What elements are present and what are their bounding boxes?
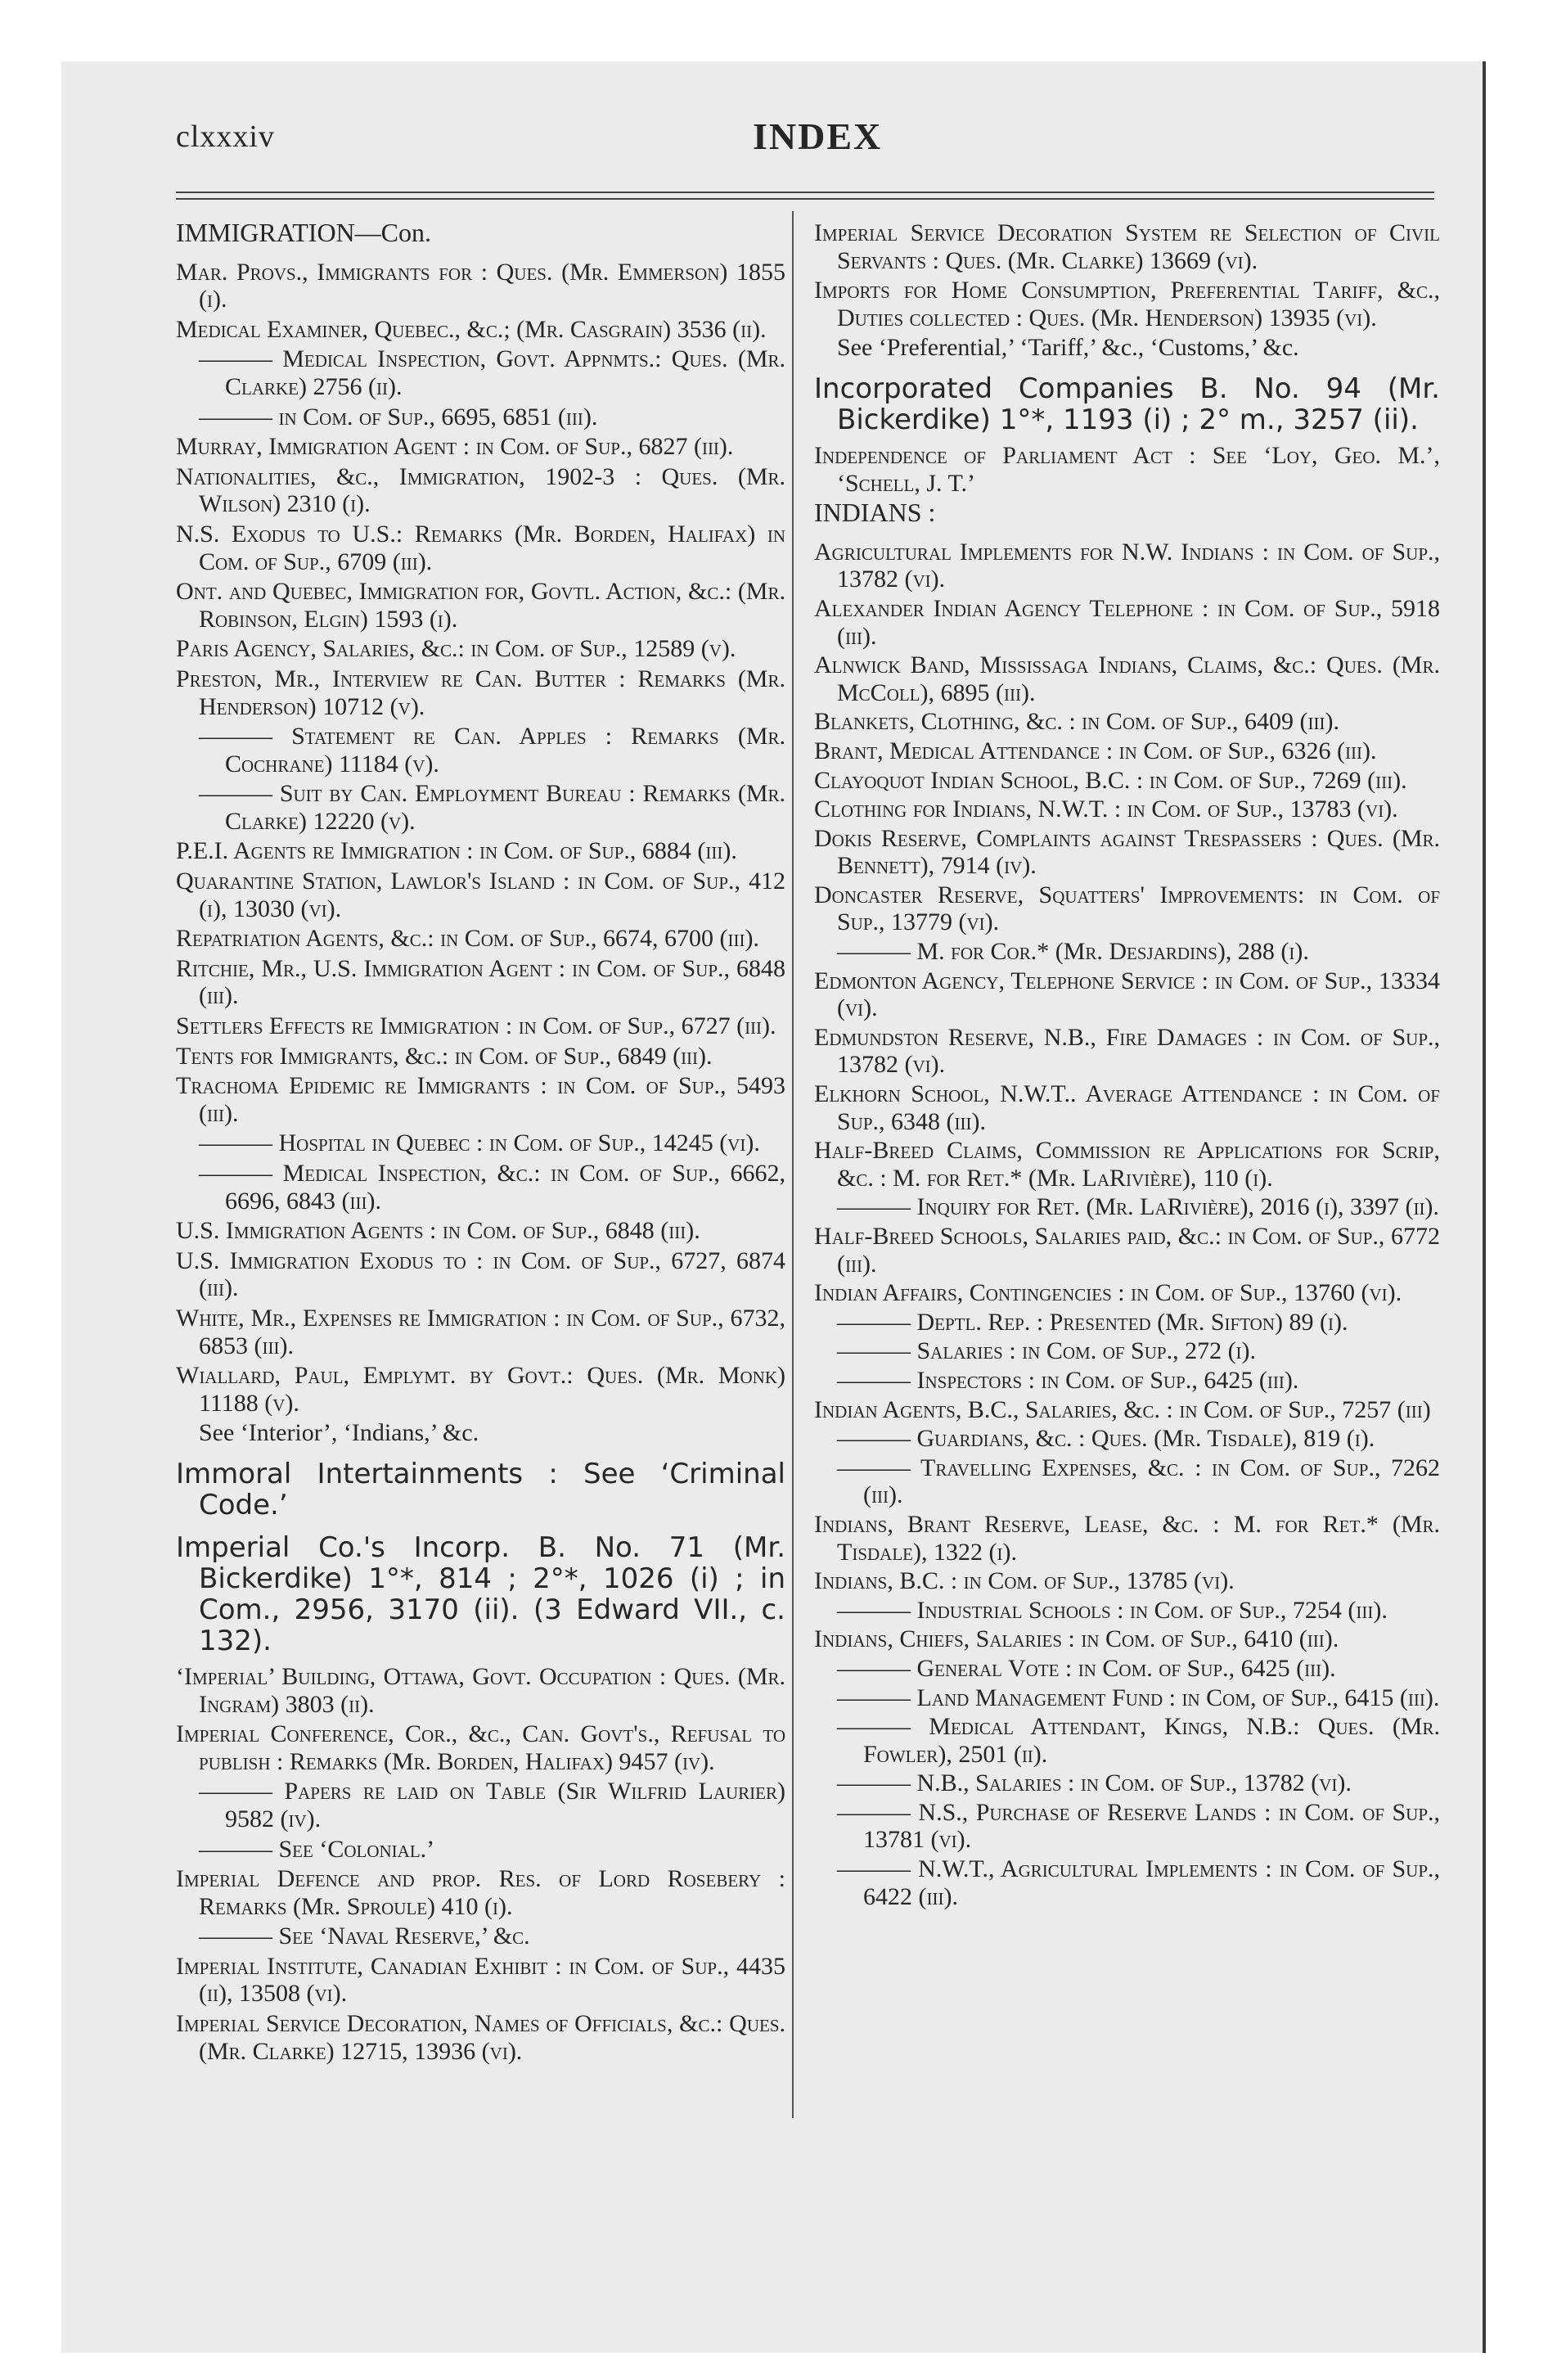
index-entry: Alexander Indian Agency Telephone : in Com. of Sup., 5918 (iii). bbox=[814, 594, 1440, 650]
column-divider bbox=[792, 211, 794, 2118]
index-entry: Paris Agency, Salaries, &c.: in Com. of Sup., 12589 (v). bbox=[176, 635, 736, 663]
index-subentry: ——— General Vote : in Com. of Sup., 6425 (iii). bbox=[837, 1654, 1336, 1682]
index-subentry: ——— N.S., Purchase of Reserve Lands : in Com. of Sup., 13781 (vi). bbox=[837, 1798, 1440, 1854]
index-entry: Nationalities, &c., Immigration, 1902-3 : Ques. (Mr. Wilson) 2310 (i). bbox=[176, 462, 785, 518]
index-entry: Elkhorn School, N.W.T.. Average Attendance : in Com. of Sup., 6348 (iii). bbox=[814, 1080, 1440, 1135]
index-entry: Mar. Provs., Immigrants for : Ques. (Mr. Emmerson) 1855 (i). bbox=[176, 258, 785, 313]
index-subentry: ——— Hospital in Quebec : in Com. of Sup., 14245 (vi). bbox=[199, 1129, 760, 1157]
index-entry: U.S. Immigration Exodus to : in Com. of Sup., 6727, 6874 (iii). bbox=[176, 1246, 785, 1302]
index-entry-bold: Immoral Intertainments : See ‘Criminal Code.’ bbox=[176, 1457, 785, 1521]
index-subentry: ——— Travelling Expenses, &c. : in Com. of Sup., 7262 (iii). bbox=[837, 1454, 1440, 1509]
index-entry: Agricultural Implements for N.W. Indians : in Com. of Sup., 13782 (vi). bbox=[814, 538, 1440, 593]
index-entry: Imperial Institute, Canadian Exhibit : in Com. of Sup., 4435 (ii), 13508 (vi). bbox=[176, 1952, 785, 2008]
index-entry: Tents for Immigrants, &c.: in Com. of Sup., 6849 (iii). bbox=[176, 1042, 713, 1070]
index-entry: Imperial Service Decoration System re Selection of Civil Servants : Ques. (Mr. Clarke) 13669 (vi). bbox=[814, 219, 1440, 274]
index-entry: Imports for Home Consumption, Preferential Tariff, &c., Duties collected : Ques. (Mr. Henderson) 13935 (vi). bbox=[814, 277, 1440, 331]
index-entry: P.E.I. Agents re Immigration : in Com. of Sup., 6884 (iii). bbox=[176, 837, 737, 865]
index-entry: Blankets, Clothing, &c. : in Com. of Sup., 6409 (iii). bbox=[814, 708, 1340, 736]
index-entry: Preston, Mr., Interview re Can. Butter : Remarks (Mr. Henderson) 10712 (v). bbox=[176, 665, 785, 720]
index-entry: Indians, B.C. : in Com. of Sup., 13785 (vi). bbox=[814, 1567, 1235, 1595]
index-entry: Imperial Conference, Cor., &c., Can. Govt's., Refusal to publish : Remarks (Mr. Borden, Halifax) 9457 (iv). bbox=[176, 1720, 785, 1775]
index-entry: Half-Breed Schools, Salaries paid, &c.: in Com. of Sup., 6772 (iii). bbox=[814, 1223, 1440, 1278]
index-entry: Medical Examiner, Quebec., &c.; (Mr. Casgrain) 3536 (ii). bbox=[176, 315, 767, 343]
index-entry: Wiallard, Paul, Emplymt. by Govt.: Ques. (Mr. Monk) 11188 (v). bbox=[176, 1362, 785, 1417]
index-entry: Clothing for Indians, N.W.T. : in Com. of Sup., 13783 (vi). bbox=[814, 796, 1398, 823]
index-entry: Ritchie, Mr., U.S. Immigration Agent : in Com. of Sup., 6848 (iii). bbox=[176, 954, 785, 1010]
index-subentry: ——— Statement re Can. Apples : Remarks (Mr. Cochrane) 11184 (v). bbox=[199, 723, 785, 778]
index-subentry: ——— Suit by Can. Employment Bureau : Remarks (Mr. Clarke) 12220 (v). bbox=[199, 780, 785, 835]
index-entry: Imperial Defence and prop. Res. of Lord Rosebery : Remarks (Mr. Sproule) 410 (i). bbox=[176, 1865, 785, 1920]
index-entry: White, Mr., Expenses re Immigration : in Com. of Sup., 6732, 6853 (iii). bbox=[176, 1304, 785, 1359]
index-subentry: ——— Medical Inspection, Govt. Appnmts.: Ques. (Mr. Clarke) 2756 (ii). bbox=[199, 345, 785, 400]
see-also-reference: See ‘Interior’, ‘Indians,’ &c. bbox=[199, 1419, 479, 1447]
index-subentry: ——— Medical Attendant, Kings, N.B.: Ques. (Mr. Fowler), 2501 (ii). bbox=[837, 1713, 1440, 1768]
index-entry: Alnwick Band, Mississaga Indians, Claims, &c.: Ques. (Mr. McColl), 6895 (iii). bbox=[814, 651, 1440, 706]
index-subentry: ——— See ‘Colonial.’ bbox=[199, 1835, 435, 1863]
index-subentry: ——— in Com. of Sup., 6695, 6851 (iii). bbox=[199, 403, 598, 430]
index-subentry: ——— Land Management Fund : in Com, of Sup., 6415 (iii). bbox=[837, 1684, 1440, 1711]
page-edge-shadow bbox=[1483, 61, 1486, 2353]
index-entry: Clayoquot Indian School, B.C. : in Com. of Sup., 7269 (iii). bbox=[814, 766, 1407, 794]
index-entry: Indian Affairs, Contingencies : in Com. of Sup., 13760 (vi). bbox=[814, 1279, 1402, 1307]
index-entry: Settlers Effects re Immigration : in Com. of Sup., 6727 (iii). bbox=[176, 1012, 776, 1040]
index-entry: U.S. Immigration Agents : in Com. of Sup., 6848 (iii). bbox=[176, 1217, 700, 1245]
index-entry: Ont. and Quebec, Immigration for, Govtl. Action, &c.: (Mr. Robinson, Elgin) 1593 (i). bbox=[176, 578, 785, 633]
index-subentry: ——— Deptl. Rep. : Presented (Mr. Sifton) 89 (i). bbox=[837, 1308, 1348, 1336]
index-entry: Edmundston Reserve, N.B., Fire Damages : in Com. of Sup., 13782 (vi). bbox=[814, 1023, 1440, 1079]
section-heading: IMMIGRATION—Con. bbox=[176, 218, 431, 247]
index-subentry: ——— M. for Cor.* (Mr. Desjardins), 288 (i). bbox=[837, 938, 1309, 966]
page-number: clxxxiv bbox=[176, 119, 275, 154]
index-entry: Repatriation Agents, &c.: in Com. of Sup., 6674, 6700 (iii). bbox=[176, 925, 759, 953]
index-subentry: ——— Industrial Schools : in Com. of Sup., 7254 (iii). bbox=[837, 1596, 1388, 1624]
index-entry: Murray, Immigration Agent : in Com. of Sup., 6827 (iii). bbox=[176, 433, 734, 461]
index-entry: Independence of Parliament Act : See ‘Loy, Geo. M.’, ‘Schell, J. T.’ bbox=[814, 441, 1440, 497]
index-subentry: ——— See ‘Naval Reserve,’ &c. bbox=[199, 1922, 530, 1950]
index-entry: ‘Imperial’ Building, Ottawa, Govt. Occupation : Ques. (Mr. Ingram) 3803 (ii). bbox=[176, 1662, 785, 1718]
index-entry: Trachoma Epidemic re Immigrants : in Com. of Sup., 5493 (iii). bbox=[176, 1072, 785, 1127]
index-subentry: ——— Medical Inspection, &c.: in Com. of Sup., 6662, 6696, 6843 (iii). bbox=[199, 1160, 785, 1215]
right-column bbox=[814, 219, 1440, 1912]
section-heading: INDIANS : bbox=[814, 498, 936, 528]
index-subentry: ——— N.W.T., Agricultural Implements : in Com. of Sup., 6422 (iii). bbox=[837, 1855, 1440, 1910]
index-entry: Quarantine Station, Lawlor's Island : in Com. of Sup., 412 (i), 13030 (vi). bbox=[176, 868, 785, 922]
index-entry: Indian Agents, B.C., Salaries, &c. : in Com. of Sup., 7257 (iii) bbox=[814, 1395, 1431, 1423]
index-entry: Indians, Brant Reserve, Lease, &c. : M. for Ret.* (Mr. Tisdale), 1322 (i). bbox=[814, 1510, 1440, 1566]
index-entry-bold: Imperial Co.'s Incorp. B. No. 71 (Mr. Bickerdike) 1°*, 814 ; 2°*, 1026 (i) ; in Com., 2956, 3170 (ii). (3 Edward VII., c. 132). bbox=[176, 1530, 785, 1657]
index-entry: Doncaster Reserve, Squatters' Improvements: in Com. of Sup., 13779 (vi). bbox=[814, 881, 1440, 936]
index-subentry: ——— Papers re laid on Table (Sir Wilfrid Laurier) 9582 (iv). bbox=[199, 1778, 785, 1832]
see-also-reference: See ‘Preferential,’ ‘Tariff,’ &c., ‘Customs,’ &c. bbox=[837, 334, 1299, 362]
index-subentry: ——— Guardians, &c. : Ques. (Mr. Tisdale), 819 (i). bbox=[837, 1425, 1375, 1453]
index-entry: Imperial Service Decoration, Names of Officials, &c.: Ques. (Mr. Clarke) 12715, 13936 (vi). bbox=[176, 2010, 785, 2065]
index-subentry: ——— Inspectors : in Com. of Sup., 6425 (iii). bbox=[837, 1366, 1299, 1394]
index-entry-bold: Incorporated Companies B. No. 94 (Mr. Bickerdike) 1°*, 1193 (i) ; 2° m., 3257 (ii). bbox=[814, 372, 1440, 436]
index-subentry: ——— Inquiry for Ret. (Mr. LaRivière), 2016 (i), 3397 (ii). bbox=[837, 1193, 1439, 1221]
index-entry: N.S. Exodus to U.S.: Remarks (Mr. Borden, Halifax) in Com. of Sup., 6709 (iii). bbox=[176, 520, 785, 575]
left-column bbox=[176, 219, 785, 2067]
index-entry: Half-Breed Claims, Commission re Applications for Scrip, &c. : M. for Ret.* (Mr. LaRivière), 110 (i). bbox=[814, 1137, 1440, 1192]
page-heading: INDEX bbox=[753, 115, 883, 157]
index-entry: Brant, Medical Attendance : in Com. of Sup., 6326 (iii). bbox=[814, 737, 1377, 764]
index-subentry: ——— N.B., Salaries : in Com. of Sup., 13782 (vi). bbox=[837, 1769, 1352, 1797]
index-entry: Dokis Reserve, Complaints against Trespassers : Ques. (Mr. Bennett), 7914 (iv). bbox=[814, 824, 1440, 880]
header-rule bbox=[176, 192, 1434, 200]
index-entry: Indians, Chiefs, Salaries : in Com. of Sup., 6410 (iii). bbox=[814, 1625, 1339, 1653]
index-subentry: ——— Salaries : in Com. of Sup., 272 (i). bbox=[837, 1337, 1257, 1365]
index-entry: Edmonton Agency, Telephone Service : in Com. of Sup., 13334 (vi). bbox=[814, 967, 1440, 1022]
